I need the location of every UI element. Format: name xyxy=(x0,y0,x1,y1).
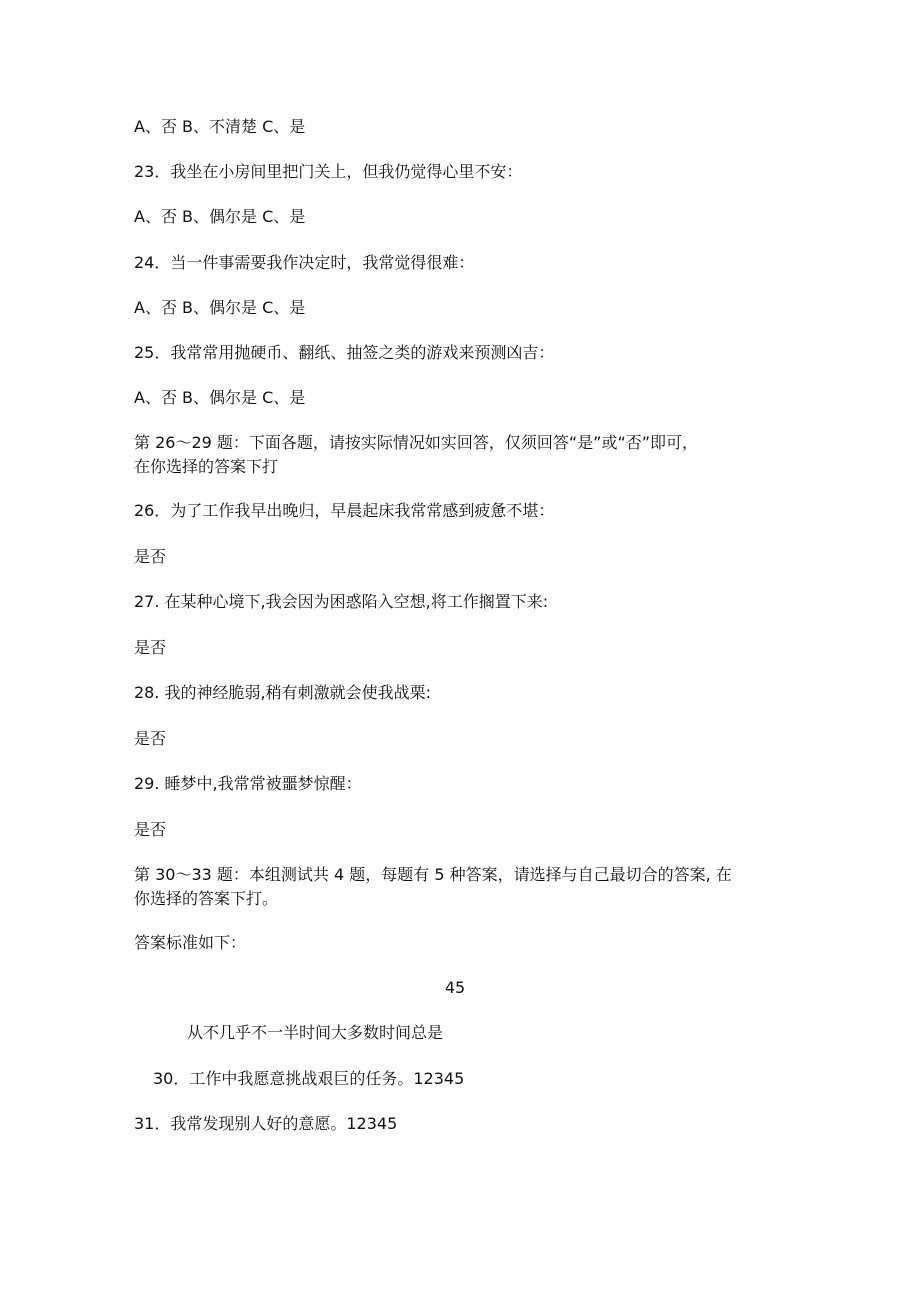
question-24: 24．当一件事需要我作决定时，我常觉得很难： xyxy=(134,253,475,272)
question-27-options: 是否 xyxy=(134,638,167,657)
section-30-33-line-2: 你选择的答案下打。 xyxy=(134,889,279,908)
question-29: 29. 睡梦中,我常常被噩梦惊醒： xyxy=(134,774,362,793)
question-28-options: 是否 xyxy=(134,729,167,748)
question-31: 31．我常发现别人好的意愿。12345 xyxy=(134,1114,398,1133)
question-25-options: A、否 B、偶尔是 C、是 xyxy=(134,388,306,407)
question-26: 26．为了工作我早出晚归，早晨起床我常常感到疲惫不堪： xyxy=(134,501,555,520)
question-27: 27. 在某种心境下,我会因为困惑陷入空想,将工作搁置下来: xyxy=(134,592,549,611)
question-26-options: 是否 xyxy=(134,547,167,566)
section-30-33-line-1: 第 30〜33 题：本组测试共 4 题，每题有 5 种答案，请选择与自己最切合的答案, 在 xyxy=(134,865,732,884)
answer-standard-heading: 答案标准如下： xyxy=(134,933,247,952)
section-30-33-instructions xyxy=(134,863,774,911)
section-26-29-line-2: 在你选择的答案下打 xyxy=(134,457,279,476)
section-26-29-instructions xyxy=(134,431,774,479)
scale-numbers: 45 xyxy=(444,978,466,997)
question-30: 30．工作中我愿意挑战艰巨的任务。12345 xyxy=(153,1069,465,1088)
question-23-options: A、否 B、偶尔是 C、是 xyxy=(134,207,306,226)
question-25: 25．我常常用抛硬币、翻纸、抽签之类的游戏来预测凶吉： xyxy=(134,343,555,362)
question-24-options: A、否 B、偶尔是 C、是 xyxy=(134,298,306,317)
question-23: 23．我坐在小房间里把门关上，但我仍觉得心里不安： xyxy=(134,162,523,181)
scale-labels: 从不几乎不一半时间大多数时间总是 xyxy=(187,1023,444,1042)
question-28: 28. 我的神经脆弱,稍有刺激就会使我战栗: xyxy=(134,683,432,702)
question-22-options: A、否 B、不清楚 C、是 xyxy=(134,117,306,136)
section-26-29-line-1: 第 26〜29 题：下面各题，请按实际情况如实回答，仅须回答“是”或“否”即可， xyxy=(134,433,699,452)
question-29-options: 是否 xyxy=(134,820,167,839)
